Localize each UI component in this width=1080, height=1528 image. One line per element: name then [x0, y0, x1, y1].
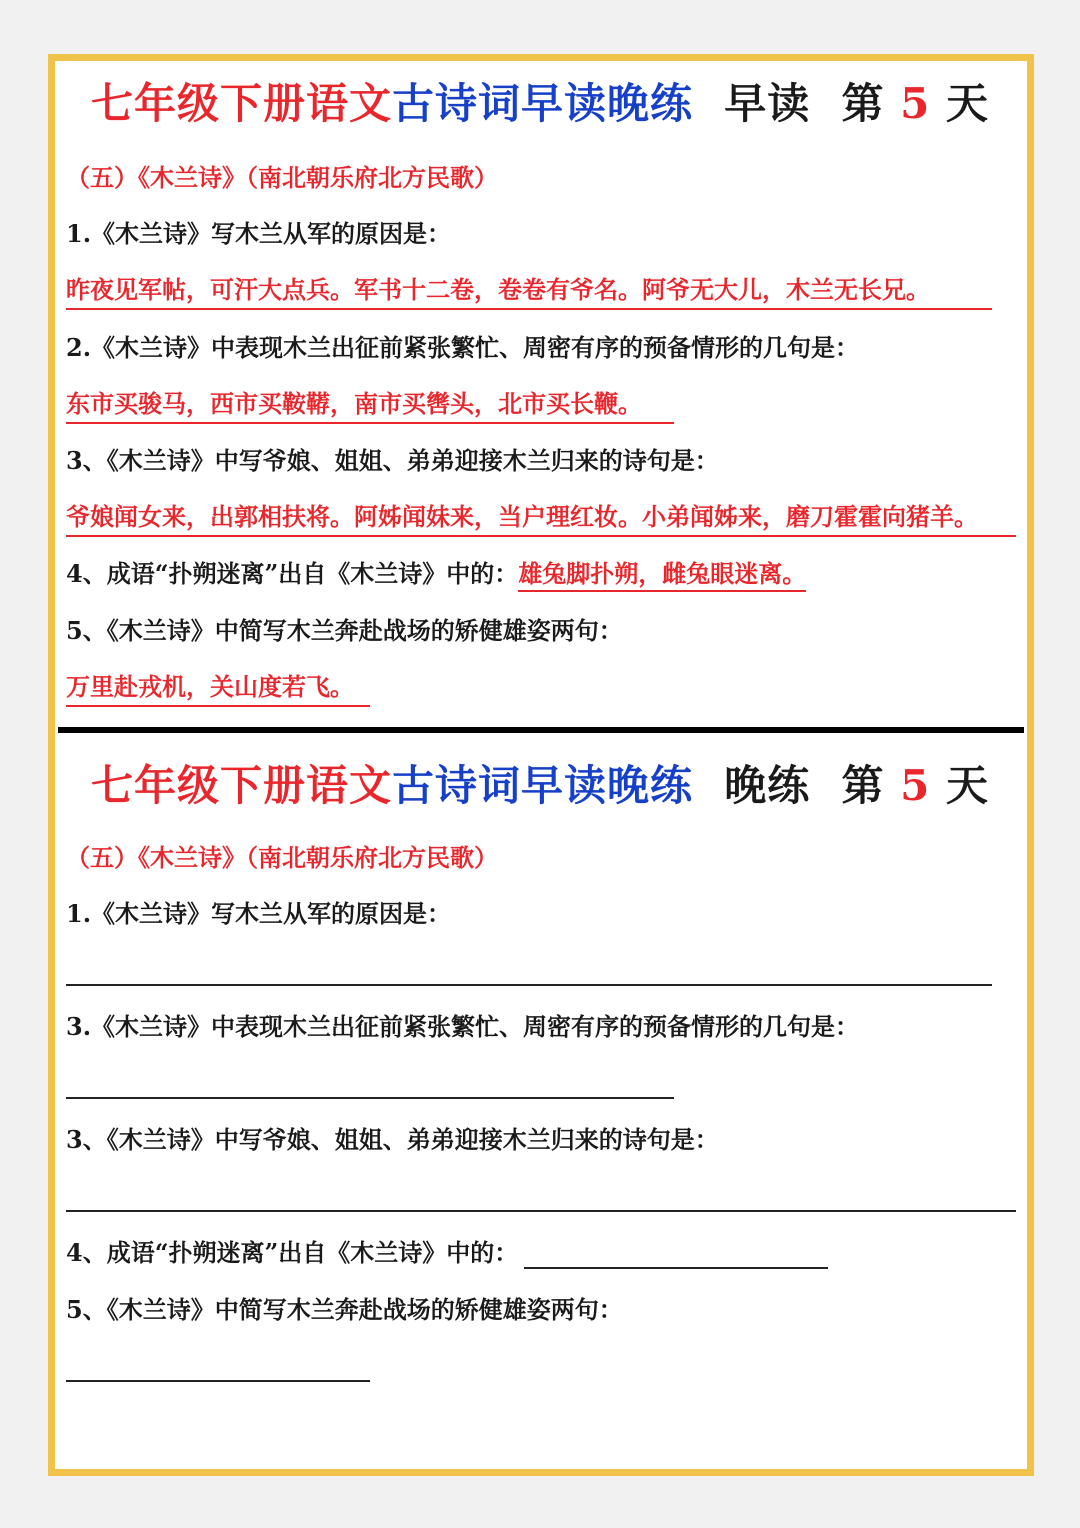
evening-question-4-text: 4、成语“扑朔迷离”出自《木兰诗》中的：: [66, 1238, 519, 1267]
morning-answer-3: 爷娘闻女来，出郭相扶将。阿姊闻妹来，当户理红妆。小弟闻姊来，磨刀霍霍向猪羊。: [66, 501, 1016, 537]
evening-section-heading: （五）《木兰诗》（南北朝乐府北方民歌）: [66, 843, 498, 872]
evening-answer-blank-3[interactable]: [66, 1210, 1016, 1212]
evening-answer-blank-2[interactable]: [66, 1097, 674, 1099]
morning-title-day-suffix: 天: [946, 79, 990, 128]
evening-question-3: 3、《木兰诗》中写爷娘、姐姐、弟弟迎接木兰归来的诗句是：: [66, 1125, 719, 1154]
evening-question-1: 1.《木兰诗》写木兰从军的原因是：: [66, 899, 452, 928]
evening-title-series: 古诗词早读晚练: [391, 761, 693, 810]
morning-title-day-number: 5: [900, 79, 931, 128]
evening-title-day-prefix: 第: [841, 761, 885, 810]
morning-question-1: 1.《木兰诗》写木兰从军的原因是：: [66, 219, 452, 248]
morning-title-series: 古诗词早读晚练: [391, 79, 693, 128]
evening-title: [0, 760, 1080, 812]
morning-question-3: 3、《木兰诗》中写爷娘、姐姐、弟弟迎接木兰归来的诗句是：: [66, 446, 719, 475]
morning-title-day-prefix: 第: [841, 79, 885, 128]
morning-answer-1: 昨夜见军帖，可汗大点兵。军书十二卷，卷卷有爷名。阿爷无大儿，木兰无长兄。: [66, 274, 992, 310]
morning-question-4-text: 4、成语“扑朔迷离”出自《木兰诗》中的：: [66, 559, 519, 588]
evening-question-4: [66, 1237, 828, 1269]
evening-question-2: 3.《木兰诗》中表现木兰出征前紧张繁忙、周密有序的预备情形的几句是：: [66, 1012, 860, 1041]
morning-question-5: 5、《木兰诗》中简写木兰奔赴战场的矫健雄姿两句：: [66, 616, 623, 645]
evening-answer-blank-5[interactable]: [66, 1380, 370, 1382]
morning-title-grade: 七年级下册语文: [90, 79, 392, 128]
morning-section-heading: （五）《木兰诗》（南北朝乐府北方民歌）: [66, 163, 498, 192]
section-divider: [58, 727, 1024, 733]
morning-title-mode: 早读: [724, 79, 811, 128]
evening-title-grade: 七年级下册语文: [90, 761, 392, 810]
morning-question-4: [66, 558, 806, 590]
evening-answer-blank-4[interactable]: [524, 1243, 828, 1269]
evening-title-day-number: 5: [900, 761, 931, 810]
morning-title: [0, 78, 1080, 130]
evening-question-5: 5、《木兰诗》中简写木兰奔赴战场的矫健雄姿两句：: [66, 1295, 623, 1324]
evening-answer-blank-1[interactable]: [66, 984, 992, 986]
morning-answer-4: 雄兔脚扑朔，雌兔眼迷离。: [518, 559, 806, 592]
evening-title-mode: 晚练: [724, 761, 811, 810]
morning-answer-2: 东市买骏马，西市买鞍鞯，南市买辔头，北市买长鞭。: [66, 388, 674, 424]
evening-title-day-suffix: 天: [946, 761, 990, 810]
morning-answer-5: 万里赴戎机，关山度若飞。: [66, 671, 370, 707]
morning-question-2: 2.《木兰诗》中表现木兰出征前紧张繁忙、周密有序的预备情形的几句是：: [66, 333, 860, 362]
